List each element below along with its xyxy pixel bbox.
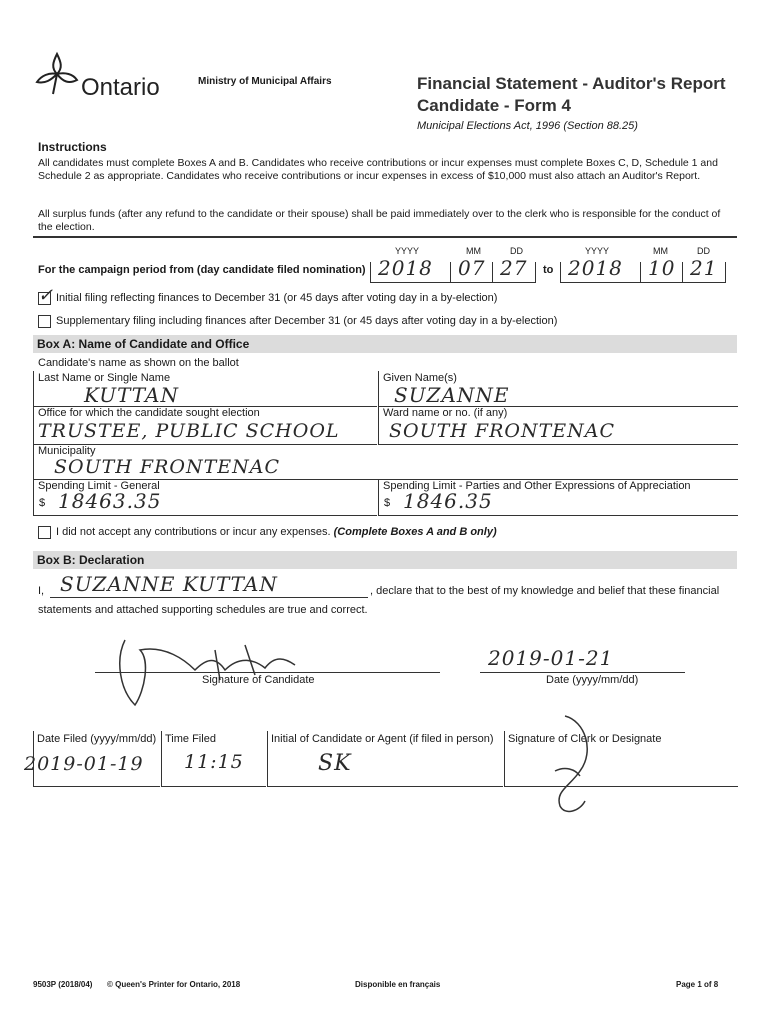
- ward-label: Ward name or no. (if any): [383, 407, 508, 419]
- spending-general-value: 18463.35: [58, 489, 162, 513]
- supplementary-filing-label: Supplementary filing including finances after December 31 (or 45 days after voting day in a by-election): [56, 315, 558, 327]
- initial-filing-checkbox[interactable]: [38, 285, 55, 306]
- act-reference: Municipal Elections Act, 1996 (Section 88.25): [417, 120, 638, 132]
- ministry-name: Ministry of Municipal Affairs: [198, 76, 332, 87]
- agent-initial-field[interactable]: [267, 731, 503, 787]
- ward-value: SOUTH FRONTENAC: [389, 420, 616, 442]
- time-filed-label: Time Filed: [165, 733, 216, 745]
- instructions-paragraph-1: All candidates must complete Boxes A and B. Candidates who receive contributions or incur expenses must complete Boxes C, D, Schedule 1 and Schedule 2 as appropriate. Candidates who receive contributions or incur expenses in excess of $10,000 must also attach an Auditor's Report.: [38, 157, 718, 182]
- to-month-header: MM: [653, 246, 668, 256]
- to-label: to: [543, 264, 554, 276]
- spending-parties-value: 1846.35: [403, 489, 493, 513]
- to-date-field[interactable]: [560, 256, 726, 283]
- no-contributions-checkbox[interactable]: [38, 526, 51, 539]
- declarant-name: SUZANNE KUTTAN: [60, 572, 278, 596]
- ontario-logo: [33, 50, 183, 102]
- declaration-date-field[interactable]: [480, 646, 685, 673]
- candidate-signature-field[interactable]: [95, 620, 440, 673]
- given-name-field[interactable]: [378, 371, 738, 407]
- copyright: © Queen's Printer for Ontario, 2018: [107, 980, 241, 989]
- form-title-line1: Financial Statement - Auditor's Report: [417, 74, 726, 93]
- clerk-signature-field[interactable]: [504, 731, 738, 787]
- spending-limit-parties-field[interactable]: [378, 479, 738, 516]
- clerk-signature-label: Signature of Clerk or Designate: [508, 733, 662, 745]
- from-date-field[interactable]: [370, 256, 536, 283]
- divider: [33, 236, 737, 238]
- office-value: TRUSTEE, PUBLIC SCHOOL: [38, 420, 340, 442]
- time-filed-value: 11:15: [184, 751, 244, 773]
- date-filed-label: Date Filed (yyyy/mm/dd): [37, 733, 157, 745]
- office-label: Office for which the candidate sought election: [38, 407, 260, 419]
- dollar-sign: $: [39, 497, 46, 509]
- to-day-header: DD: [697, 246, 710, 256]
- declarant-name-field[interactable]: [50, 572, 368, 598]
- no-contributions-note: (Complete Boxes A and B only): [333, 526, 497, 538]
- from-day-header: DD: [510, 246, 523, 256]
- instructions-paragraph-2: All surplus funds (after any refund to the candidate or their spouse) shall be paid immediately over to the clerk who is responsible for the conduct of the election.: [38, 208, 721, 233]
- spending-general-label: Spending Limit - General: [38, 480, 160, 492]
- signature-label: Signature of Candidate: [202, 674, 315, 686]
- ontario-wordmark: Ontario: [81, 74, 160, 101]
- from-month: 07: [458, 256, 486, 280]
- ward-field[interactable]: [378, 406, 738, 445]
- form-number: 9503P (2018/04): [33, 980, 93, 989]
- last-name-label: Last Name or Single Name: [38, 372, 171, 384]
- municipality-label: Municipality: [38, 445, 96, 457]
- declaration-text: , declare that to the best of my knowledge and belief that these financial: [370, 585, 720, 597]
- given-name-value: SUZANNE: [394, 383, 510, 407]
- page-number: Page 1 of 8: [676, 980, 719, 989]
- agent-initial-label: Initial of Candidate or Agent (if filed in person): [271, 733, 494, 745]
- check-icon: ✓: [38, 285, 55, 306]
- spending-parties-label: Spending Limit - Parties and Other Expressions of Appreciation: [383, 480, 691, 492]
- instructions-heading: Instructions: [38, 140, 107, 154]
- time-filed-field[interactable]: [161, 731, 266, 787]
- date-filed-value: 2019-01-19: [24, 753, 144, 775]
- declaration-date: 2019-01-21: [488, 646, 614, 670]
- from-year-header: YYYY: [395, 246, 420, 256]
- initial-filing-label: Initial filing reflecting finances to December 31 (or 45 days after voting day in a by-election): [56, 292, 498, 304]
- no-contributions-label: I did not accept any contributions or incur any expenses. (Complete Boxes A and B only): [56, 526, 497, 538]
- municipality-value: SOUTH FRONTENAC: [54, 456, 281, 478]
- date-filed-field[interactable]: [24, 731, 160, 787]
- from-month-header: MM: [466, 246, 481, 256]
- campaign-period-label: For the campaign period from (day candidate filed nomination): [38, 264, 366, 276]
- french-availability: Disponible en français: [355, 980, 441, 989]
- from-day: 27: [500, 256, 528, 280]
- form-title-line2: Candidate - Form 4: [417, 96, 571, 115]
- spending-limit-general-field[interactable]: [33, 479, 377, 516]
- last-name-value: KUTTAN: [84, 383, 179, 407]
- dollar-sign: $: [384, 497, 391, 509]
- supplementary-filing-checkbox[interactable]: [38, 315, 51, 328]
- ballot-name-label: Candidate's name as shown on the ballot: [38, 357, 239, 369]
- candidate-signature: [95, 620, 325, 710]
- last-name-field[interactable]: [33, 371, 377, 407]
- clerk-signature: [525, 711, 605, 821]
- box-b-heading: Box B: Declaration: [33, 551, 737, 569]
- declaration-text-2: statements and attached supporting schedules are true and correct.: [38, 604, 368, 616]
- trillium-icon: [33, 50, 81, 100]
- declaration-i: I,: [38, 585, 45, 597]
- agent-initial-value: SK: [318, 751, 352, 776]
- office-field[interactable]: [33, 406, 377, 445]
- from-year: 2018: [378, 256, 433, 280]
- box-a-heading: Box A: Name of Candidate and Office: [33, 335, 737, 353]
- to-year: 2018: [568, 256, 623, 280]
- to-month: 10: [648, 256, 676, 280]
- municipality-field[interactable]: [33, 444, 738, 480]
- given-name-label: Given Name(s): [383, 372, 457, 384]
- to-year-header: YYYY: [585, 246, 610, 256]
- declaration-date-label: Date (yyyy/mm/dd): [546, 674, 639, 686]
- to-day: 21: [690, 256, 718, 280]
